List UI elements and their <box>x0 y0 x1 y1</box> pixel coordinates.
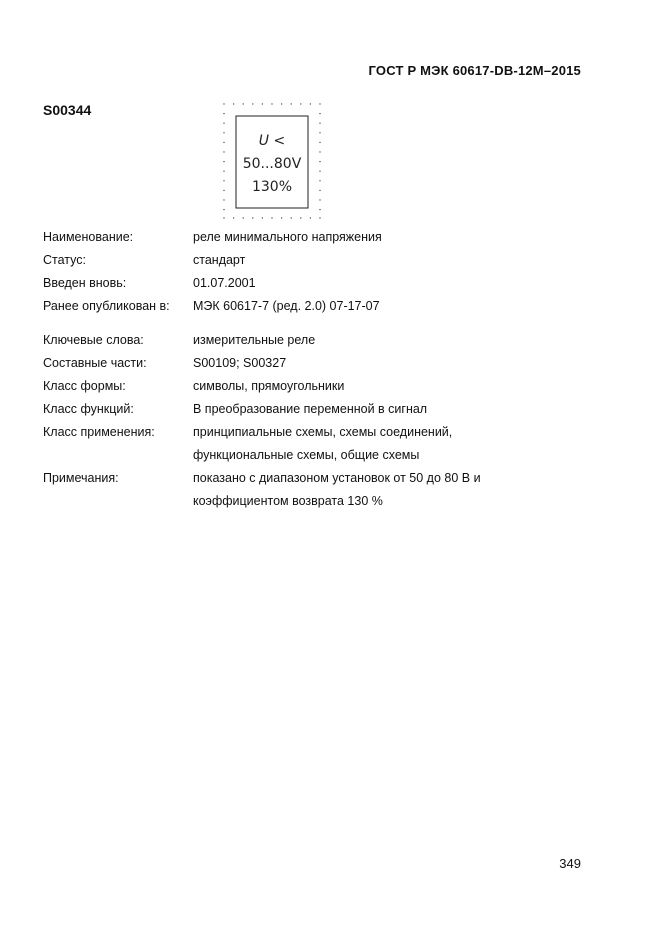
field-value-line: МЭК 60617-7 (ред. 2.0) 07-17-07 <box>193 299 380 313</box>
field-value <box>193 272 563 295</box>
grid-dot <box>223 190 224 191</box>
grid-dot <box>233 103 234 104</box>
field-label: Наименование: <box>43 230 134 244</box>
symbol-label-setting-range: 50...80V <box>242 156 302 172</box>
page-number: 349 <box>559 856 581 871</box>
field-row-keywords <box>43 329 563 352</box>
field-value-line: коэффициентом возврата 130 % <box>193 494 383 508</box>
grid-dot <box>281 217 282 218</box>
grid-dot <box>319 161 320 162</box>
grid-dot <box>262 103 263 104</box>
field-value-line: принципиальные схемы, схемы соединений, <box>193 425 453 439</box>
grid-dot <box>223 151 224 152</box>
grid-dot <box>223 132 224 133</box>
field-value-line: стандарт <box>193 253 246 267</box>
grid-dot <box>271 103 272 104</box>
grid-dot <box>252 103 253 104</box>
field-value-line: В преобразование переменной в сигнал <box>193 402 428 416</box>
field-label: Ранее опубликован в: <box>43 299 170 313</box>
field-label: Класс функций: <box>43 402 134 416</box>
field-value <box>193 249 563 272</box>
grid-dot <box>223 180 224 181</box>
grid-dot <box>223 199 224 200</box>
field-row-application-class <box>43 421 563 467</box>
grid-dot <box>252 217 253 218</box>
grid-dot <box>223 161 224 162</box>
symbol-attributes-table <box>43 226 563 513</box>
grid-dot <box>223 217 224 218</box>
field-value-line: показано с диапазоном установок от 50 до 80 В и <box>193 471 481 485</box>
grid-dot <box>319 142 320 143</box>
document-standard-code: ГОСТ Р МЭК 60617-DB-12M–2015 <box>368 63 581 78</box>
grid-dot <box>310 103 311 104</box>
field-value-line: 01.07.2001 <box>193 276 256 290</box>
symbol-label-voltage-condition: U < <box>258 133 286 149</box>
field-value <box>193 375 563 398</box>
grid-dot <box>223 209 224 210</box>
grid-dot <box>233 217 234 218</box>
field-value <box>193 352 563 375</box>
field-label: Примечания: <box>43 471 119 485</box>
field-value <box>193 329 563 352</box>
field-row-previously-published <box>43 295 563 318</box>
relay-symbol-drawing <box>222 101 322 221</box>
grid-dot <box>243 217 244 218</box>
grid-dot <box>291 217 292 218</box>
field-value-line: реле минимального напряжения <box>193 230 382 244</box>
field-row-notes <box>43 467 563 513</box>
field-label: Ключевые слова: <box>43 333 144 347</box>
grid-dot <box>271 217 272 218</box>
symbol-figure <box>222 101 322 221</box>
field-label: Класс применения: <box>43 425 155 439</box>
field-value-line: измерительные реле <box>193 333 316 347</box>
grid-dot <box>319 180 320 181</box>
grid-dot <box>319 123 320 124</box>
field-row-status <box>43 249 563 272</box>
grid-dot <box>319 199 320 200</box>
field-row-introduced <box>43 272 563 295</box>
grid-dot <box>291 103 292 104</box>
field-value <box>193 398 563 421</box>
field-row-shape-class <box>43 375 563 398</box>
grid-dot <box>281 103 282 104</box>
field-label: Класс формы: <box>43 379 126 393</box>
grid-dot <box>319 217 320 218</box>
grid-dot <box>223 113 224 114</box>
grid-dot <box>319 190 320 191</box>
field-label: Статус: <box>43 253 86 267</box>
grid-dot <box>319 113 320 114</box>
field-value-line: функциональные схемы, общие схемы <box>193 448 420 462</box>
grid-dot <box>223 171 224 172</box>
grid-dot <box>319 151 320 152</box>
field-value <box>193 226 563 249</box>
field-label: Введен вновь: <box>43 276 127 290</box>
field-value <box>193 421 563 467</box>
grid-dot <box>319 171 320 172</box>
field-row-function-class <box>43 398 563 421</box>
grid-dot <box>243 103 244 104</box>
field-value <box>193 295 563 318</box>
field-row-name <box>43 226 563 249</box>
grid-dot <box>300 217 301 218</box>
grid-dot <box>223 123 224 124</box>
grid-dot <box>319 132 320 133</box>
symbol-label-reset-ratio: 130% <box>251 179 293 195</box>
grid-dot <box>300 103 301 104</box>
grid-dot <box>223 142 224 143</box>
field-label: Составные части: <box>43 356 147 370</box>
field-row-components <box>43 352 563 375</box>
symbol-code: S00344 <box>43 102 92 118</box>
grid-dot <box>310 217 311 218</box>
field-value-line: S00109; S00327 <box>193 356 287 370</box>
field-value <box>193 467 563 513</box>
grid-dot <box>319 209 320 210</box>
field-value-line: символы, прямоугольники <box>193 379 345 393</box>
grid-dot <box>223 103 224 104</box>
grid-dot <box>319 103 320 104</box>
grid-dot <box>262 217 263 218</box>
